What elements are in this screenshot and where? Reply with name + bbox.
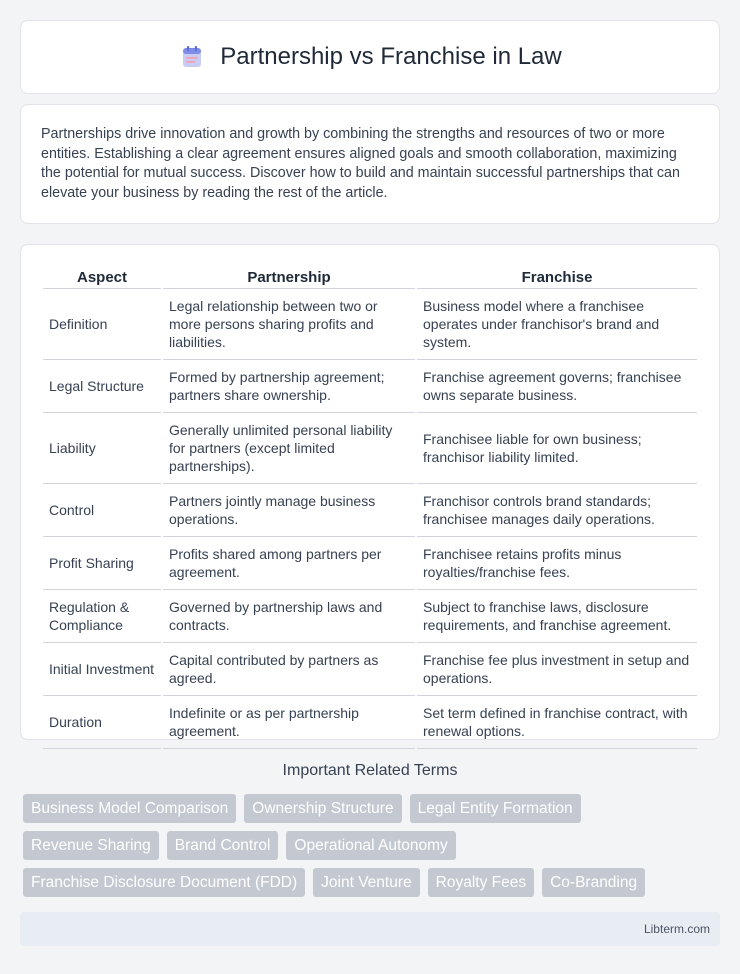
- table-row: [43, 289, 697, 360]
- table-header-row: [43, 265, 697, 289]
- row-franchise: Franchisor controls brand standards; franchisee manages daily operations.: [417, 484, 697, 537]
- row-aspect: Legal Structure: [43, 360, 161, 413]
- row-partnership: Profits shared among partners per agreement.: [163, 537, 415, 590]
- row-partnership: Indefinite or as per partnership agreement.: [163, 696, 415, 749]
- row-partnership: Generally unlimited personal liability for partners (except limited partnerships).: [163, 413, 415, 484]
- footer: [20, 912, 720, 946]
- row-franchise: Franchisee liable for own business; franchisor liability limited.: [417, 413, 697, 484]
- table-row: [43, 696, 697, 749]
- row-franchise: Subject to franchise laws, disclosure requirements, and franchise agreement.: [417, 590, 697, 643]
- related-tag[interactable]: Revenue Sharing: [23, 831, 159, 860]
- row-franchise: Set term defined in franchise contract, with renewal options.: [417, 696, 697, 749]
- intro-text: Partnerships drive innovation and growth by combining the strengths and resources of two or more entities. Establishing a clear agreement ensures aligned goals and smooth collaboration, maximizing the potential for mutual success. Discover how to build and maintain successful partnerships that can elevate your business by reading the rest of the article.: [41, 126, 680, 201]
- related-tag[interactable]: Co-Branding: [542, 868, 645, 897]
- row-aspect: Definition: [43, 289, 161, 360]
- row-partnership: Governed by partnership laws and contracts.: [163, 590, 415, 643]
- intro-card: [20, 104, 720, 224]
- title-card: [20, 20, 720, 94]
- footer-site-link[interactable]: Libterm.com: [643, 922, 710, 936]
- header-partnership: Partnership: [163, 265, 415, 289]
- related-tag[interactable]: Joint Venture: [313, 868, 419, 897]
- row-franchise: Franchise fee plus investment in setup and operations.: [417, 643, 697, 696]
- row-partnership: Formed by partnership agreement; partners share ownership.: [163, 360, 415, 413]
- related-terms-section: [20, 762, 720, 897]
- related-tag[interactable]: Brand Control: [167, 831, 279, 860]
- header-franchise: Franchise: [417, 265, 697, 289]
- row-partnership: Capital contributed by partners as agreed.: [163, 643, 415, 696]
- row-aspect: Initial Investment: [43, 643, 161, 696]
- row-franchise: Franchisee retains profits minus royalties/franchise fees.: [417, 537, 697, 590]
- row-aspect: Liability: [43, 413, 161, 484]
- related-terms-tags: [20, 794, 720, 897]
- comparison-table: [41, 265, 699, 749]
- row-aspect: Profit Sharing: [43, 537, 161, 590]
- table-row: [43, 484, 697, 537]
- table-row: [43, 413, 697, 484]
- related-tag[interactable]: Royalty Fees: [428, 868, 534, 897]
- related-tag[interactable]: Franchise Disclosure Document (FDD): [23, 868, 305, 897]
- header-aspect: Aspect: [43, 265, 161, 289]
- row-aspect: Duration: [43, 696, 161, 749]
- row-partnership: Legal relationship between two or more persons sharing profits and liabilities.: [163, 289, 415, 360]
- related-terms-heading: Important Related Terms: [282, 762, 458, 779]
- row-aspect: Control: [43, 484, 161, 537]
- row-franchise: Franchise agreement governs; franchisee owns separate business.: [417, 360, 697, 413]
- calendar-notebook-icon: [178, 43, 206, 71]
- table-row: [43, 590, 697, 643]
- related-tag[interactable]: Business Model Comparison: [23, 794, 236, 823]
- related-tag[interactable]: Operational Autonomy: [286, 831, 455, 860]
- row-partnership: Partners jointly manage business operations.: [163, 484, 415, 537]
- page-title: Partnership vs Franchise in Law: [220, 43, 562, 70]
- table-row: [43, 643, 697, 696]
- related-tag[interactable]: Ownership Structure: [244, 794, 401, 823]
- row-aspect: Regulation & Compliance: [43, 590, 161, 643]
- row-franchise: Business model where a franchisee operates under franchisor's brand and system.: [417, 289, 697, 360]
- table-row: [43, 537, 697, 590]
- table-row: [43, 360, 697, 413]
- related-tag[interactable]: Legal Entity Formation: [410, 794, 581, 823]
- comparison-table-card: [20, 244, 720, 740]
